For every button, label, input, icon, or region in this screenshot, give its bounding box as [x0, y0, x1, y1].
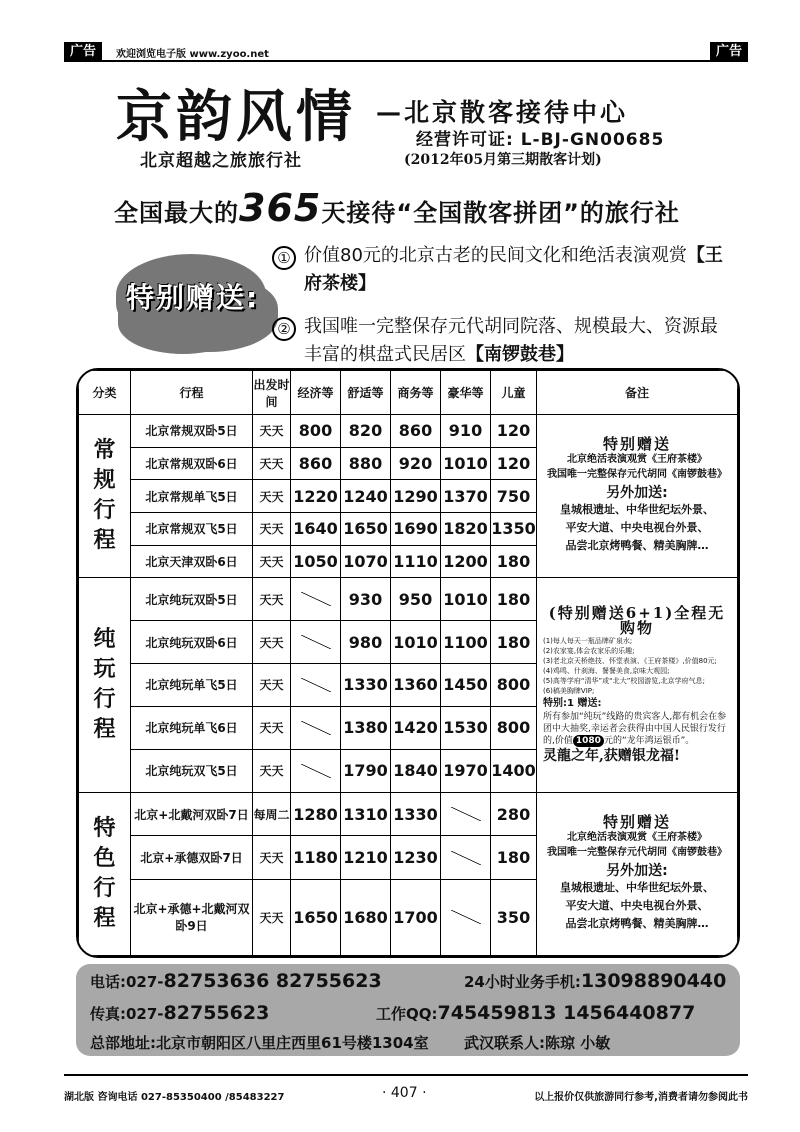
header-remarks: 备注: [537, 371, 738, 415]
remark-extra-2: 平安大道、中央电视台外景、: [565, 898, 709, 912]
wuhan-label: 武汉联系人:: [464, 1034, 545, 1052]
departure-cell: 天天: [253, 836, 291, 880]
header-child: 儿童: [491, 371, 537, 415]
gift-item-2: [272, 313, 732, 369]
route-cell: 北京天津双卧6日: [131, 545, 253, 578]
price-cell: 860: [391, 415, 441, 448]
remark-heading: 特别赠送: [602, 435, 671, 454]
route-cell: 北京纯玩单飞5日: [131, 664, 253, 707]
price-cell: 1330: [341, 664, 391, 707]
gift-1-text: 价值80元的北京古老的民间文化和绝活表演观赏: [304, 245, 687, 266]
price-cell: 1370: [441, 480, 491, 513]
route-cell: 北京常规单飞5日: [131, 480, 253, 513]
remark-extra-heading: 另外加送:: [606, 485, 668, 502]
remark-line-2: 我国唯一完整保存元代胡同《南锣鼓巷》: [547, 469, 727, 481]
price-cell: 980: [341, 621, 391, 664]
price-cell: 800: [291, 415, 341, 448]
fax-prefix: 027-: [126, 1005, 164, 1023]
price-cell: 1010: [441, 447, 491, 480]
departure-cell: 每周二: [253, 792, 291, 836]
route-cell: 北京+承德双卧7日: [131, 836, 253, 880]
phone-line: [90, 970, 382, 992]
price-cell: 750: [491, 480, 537, 513]
table-row: [79, 415, 738, 448]
remark-extra-3: 品尝北京烤鸭餐、精美胸牌…: [565, 916, 709, 930]
not-available-cell: [291, 706, 341, 749]
table-row: [79, 578, 738, 621]
mobile-value: 13098890440: [580, 970, 727, 992]
remark-line-1: 北京绝活表演观赏《王府茶楼》: [567, 454, 707, 466]
route-cell: 北京常规双卧5日: [131, 415, 253, 448]
qq-line: [376, 1002, 695, 1024]
category-label: 常规行程: [93, 438, 116, 554]
price-cell: 1070: [341, 545, 391, 578]
price-cell: 1840: [391, 749, 441, 792]
gift-2-text: 我国唯一完整保存元代胡同院落、规模最大、资源最丰富的棋盘式民居区: [304, 316, 718, 365]
qq-value: 745459813 1456440877: [437, 1002, 696, 1024]
remarks-cell: [537, 792, 738, 955]
price-cell: 1700: [391, 879, 441, 955]
price-cell: 1240: [341, 480, 391, 513]
remark-gift-item: (6)稿美胸牌VIP;: [543, 686, 595, 695]
category-cell: [79, 792, 131, 955]
wuhan-value: 陈琼 小敏: [545, 1034, 611, 1052]
price-cell: 180: [491, 545, 537, 578]
remark-extra-heading: 另外加送:: [606, 862, 668, 879]
ad-tag-right: 广告: [710, 42, 748, 62]
fax-line: [90, 1002, 269, 1024]
page-number: · 407 ·: [382, 1085, 427, 1101]
remark-line-2: 我国唯一完整保存元代胡同《南锣鼓巷》: [547, 846, 727, 858]
price-cell: 1350: [491, 512, 537, 545]
price-cell: 1970: [441, 749, 491, 792]
remark-lottery-b: 元的“龙年鸿运银币”。: [603, 735, 695, 746]
plan-period: (2012年05月第三期散客计划): [404, 152, 602, 168]
table-header-row: [79, 371, 738, 415]
price-cell: 1400: [491, 749, 537, 792]
price-cell: 1220: [291, 480, 341, 513]
price-cell: 860: [291, 447, 341, 480]
remark-heading: (特别赠送6+1)全程无购物: [548, 603, 726, 637]
wuhan-contact-line: [464, 1032, 610, 1053]
not-available-cell: [291, 578, 341, 621]
category-cell: [79, 578, 131, 793]
route-cell: 北京纯玩双卧5日: [131, 578, 253, 621]
footer-disclaimer: 以上报价仅供旅游同行参考,消费者请勿参阅此书: [534, 1092, 748, 1103]
remark-special-label: 特别:1 赠送:: [543, 697, 602, 709]
price-cell: 920: [391, 447, 441, 480]
not-available-cell: [291, 621, 341, 664]
price-cell: 1790: [341, 749, 391, 792]
slogan-number: 365: [239, 186, 322, 230]
gift-1-highlight: 【王府茶楼】: [304, 245, 723, 294]
not-available-cell: [441, 792, 491, 836]
phone-label: 电话:: [90, 973, 126, 991]
departure-cell: 天天: [253, 621, 291, 664]
route-cell: 北京纯玩单飞6日: [131, 706, 253, 749]
price-cell: 1280: [291, 792, 341, 836]
price-cell: 1650: [341, 512, 391, 545]
departure-cell: 天天: [253, 749, 291, 792]
price-cell: 1360: [391, 664, 441, 707]
remark-extra-1: 皇城根遗址、中华世纪坛外景、: [560, 880, 714, 894]
price-cell: 1110: [391, 545, 441, 578]
category-label: 特色行程: [93, 815, 116, 931]
header-route: 行程: [131, 371, 253, 415]
route-cell: 北京+承德+北戴河双卧9日: [131, 879, 253, 955]
footer-consult-phone: 湖北版 咨询电话 027-85350400 /85483227: [64, 1092, 285, 1103]
header-comfort: 舒适等: [341, 371, 391, 415]
price-cell: 950: [391, 578, 441, 621]
header-luxury: 豪华等: [441, 371, 491, 415]
remark-extra-3: 品尝北京烤鸭餐、精美胸牌…: [565, 539, 709, 553]
price-cell: 1310: [341, 792, 391, 836]
price-cell: 1100: [441, 621, 491, 664]
welcome-text: 欢迎浏览电子版 www.zyoo.net: [116, 49, 269, 60]
price-cell: 1050: [291, 545, 341, 578]
price-cell: 1210: [341, 836, 391, 880]
remark-gift-item: (5)高等学府“清华”或“北大”校园游览,北京学府气息;: [543, 676, 706, 685]
price-cell: 1290: [391, 480, 441, 513]
departure-cell: 天天: [253, 545, 291, 578]
price-cell: 1380: [341, 706, 391, 749]
phone-prefix: 027-: [126, 973, 164, 991]
special-gift-label: 特别赠送:: [126, 281, 260, 314]
mobile-label: 24小时业务手机:: [464, 973, 581, 991]
remark-gift-item: (3)老北京天桥绝技、怀堂表演、《王府茶楼》,价值80元;: [543, 656, 717, 665]
route-cell: 北京纯玩双卧6日: [131, 621, 253, 664]
price-cell: 1820: [441, 512, 491, 545]
remark-dragon-slogan: 灵龍之年,获赠银龙福!: [543, 747, 681, 764]
brand-subtitle: 北京超越之旅旅行社: [140, 151, 302, 171]
header-departure: 出发时间: [253, 371, 291, 415]
header-business: 商务等: [391, 371, 441, 415]
top-bar: [64, 42, 748, 62]
brand-title: 京韵风情: [116, 84, 356, 150]
header-economy: 经济等: [291, 371, 341, 415]
departure-cell: 天天: [253, 415, 291, 448]
contact-panel: [76, 964, 740, 1056]
phone-value: 82753636 82755623: [163, 970, 382, 992]
remark-gift-item: (2)农家宴,体会农家乐的乐趣;: [543, 646, 635, 655]
remarks-cell: [537, 415, 738, 578]
departure-cell: 天天: [253, 706, 291, 749]
departure-cell: 天天: [253, 664, 291, 707]
silver-coin-value: 1080: [573, 735, 604, 747]
category-cell: [79, 415, 131, 578]
address-line: [90, 1032, 429, 1053]
not-available-cell: [441, 879, 491, 955]
price-cell: 1530: [441, 706, 491, 749]
header-category: 分类: [79, 371, 131, 415]
price-cell: 120: [491, 447, 537, 480]
circled-number-2: ②: [272, 317, 296, 341]
slogan: [114, 186, 680, 230]
departure-cell: 天天: [253, 480, 291, 513]
price-cell: 1010: [391, 621, 441, 664]
price-cell: 1420: [391, 706, 441, 749]
price-cell: 1690: [391, 512, 441, 545]
price-cell: 1650: [291, 879, 341, 955]
price-cell: 930: [341, 578, 391, 621]
slogan-before: 全国最大的: [114, 199, 239, 227]
price-cell: 350: [491, 879, 537, 955]
price-cell: 800: [491, 706, 537, 749]
price-cell: 1230: [391, 836, 441, 880]
route-cell: 北京常规双飞5日: [131, 512, 253, 545]
not-available-cell: [291, 664, 341, 707]
price-cell: 880: [341, 447, 391, 480]
price-cell: 180: [491, 578, 537, 621]
price-cell: 280: [491, 792, 537, 836]
footer: [64, 1074, 748, 1103]
route-cell: 北京常规双卧6日: [131, 447, 253, 480]
qq-label: 工作QQ:: [376, 1005, 438, 1023]
price-cell: 1180: [291, 836, 341, 880]
price-cell: 1680: [341, 879, 391, 955]
remark-gift-item: (4)鸡鸣、什刹海、餐餐美食,京味大观园;: [543, 666, 670, 675]
ad-tag-left: 广告: [64, 42, 102, 62]
not-available-cell: [291, 749, 341, 792]
price-cell: 1450: [441, 664, 491, 707]
remark-line-1: 北京绝活表演观赏《王府茶楼》: [567, 831, 707, 843]
table-body: [79, 415, 738, 956]
remark-gift-item: (1)每人每天一瓶品牌矿泉水;: [543, 636, 633, 645]
price-table: [76, 368, 740, 958]
fax-value: 82755623: [163, 1002, 270, 1024]
remark-heading: 特别赠送: [602, 812, 671, 831]
table-row: [79, 792, 738, 836]
address-label: 总部地址:: [90, 1034, 156, 1052]
slogan-after: 天接待“全国散客拼团”的旅行社: [321, 199, 680, 227]
fax-label: 传真:: [90, 1005, 126, 1023]
departure-cell: 天天: [253, 512, 291, 545]
price-cell: 800: [491, 664, 537, 707]
remark-extra-2: 平安大道、中央电视台外景、: [565, 521, 709, 535]
price-cell: 1200: [441, 545, 491, 578]
circled-number-1: ①: [272, 246, 296, 270]
price-cell: 820: [341, 415, 391, 448]
gift-2-highlight: 【南锣鼓巷】: [466, 344, 574, 365]
price-cell: 1640: [291, 512, 341, 545]
remark-lottery-text: [543, 711, 731, 747]
route-cell: 北京+北戴河双卧7日: [131, 792, 253, 836]
not-available-cell: [441, 836, 491, 880]
departure-cell: 天天: [253, 879, 291, 955]
departure-cell: 天天: [253, 578, 291, 621]
remark-extra-1: 皇城根遗址、中华世纪坛外景、: [560, 503, 714, 517]
route-cell: 北京纯玩双飞5日: [131, 749, 253, 792]
remarks-cell: [537, 578, 738, 793]
price-cell: 180: [491, 621, 537, 664]
address-value: 北京市朝阳区八里庄西里61号楼1304室: [156, 1034, 429, 1052]
gift-item-1: [272, 242, 732, 298]
category-label: 纯玩行程: [93, 626, 116, 742]
price-cell: 120: [491, 415, 537, 448]
reception-center-title: —北京散客接待中心: [376, 98, 629, 127]
price-cell: 180: [491, 836, 537, 880]
departure-cell: 天天: [253, 447, 291, 480]
price-cell: 1010: [441, 578, 491, 621]
mobile-line: [464, 970, 726, 992]
price-cell: 910: [441, 415, 491, 448]
license-number: 经营许可证: L-BJ-GN00685: [416, 130, 665, 150]
price-cell: 1330: [391, 792, 441, 836]
remark-lottery-a: 所有参加“纯玩”线路的贵宾客人,都有机会在参团中大抽奖,幸运者会获得由中国人民银行发行的,价值: [543, 711, 727, 746]
